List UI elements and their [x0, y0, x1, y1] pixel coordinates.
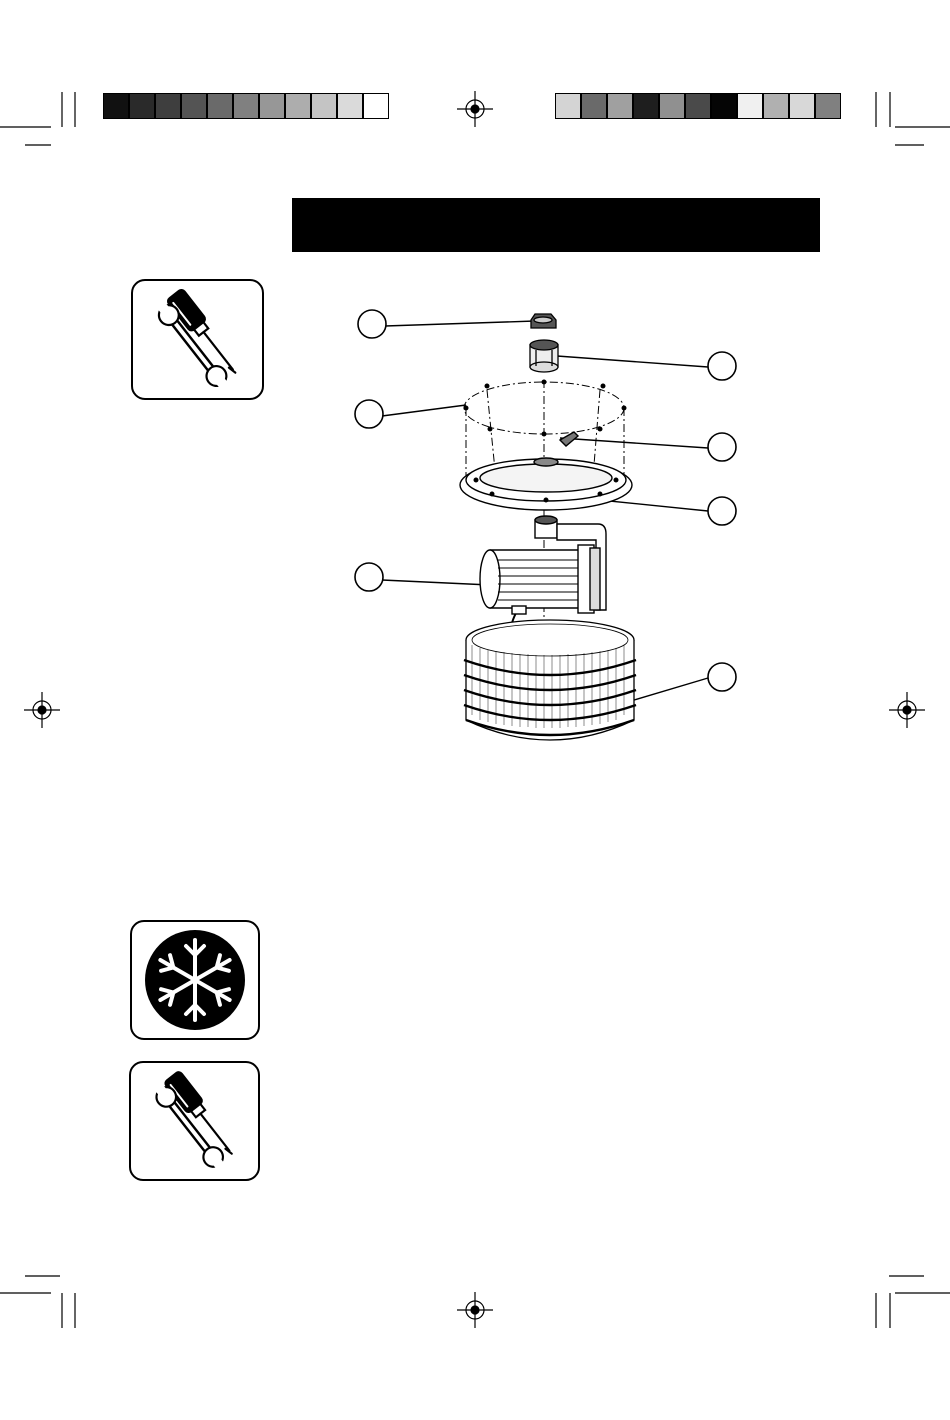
screwdriver-wrench-icon — [133, 281, 262, 398]
color-swatch — [259, 93, 285, 119]
color-swatch — [363, 93, 389, 119]
color-swatch — [659, 93, 685, 119]
color-swatch — [311, 93, 337, 119]
tools-icon-box-top — [131, 279, 264, 400]
section-header-bar — [292, 198, 820, 252]
condenser-coil-part — [464, 620, 636, 740]
callout-circle — [708, 663, 736, 691]
callout-circle — [355, 400, 383, 428]
color-swatch — [815, 93, 841, 119]
grayscale-calibration-bar — [103, 93, 389, 119]
color-swatch — [607, 93, 633, 119]
tools-icon-box-bottom — [129, 1061, 260, 1181]
callout-circle — [708, 497, 736, 525]
exploded-parts-diagram — [300, 290, 770, 760]
bushing-part — [530, 340, 558, 372]
color-swatch — [555, 93, 581, 119]
color-calibration-bar — [555, 93, 841, 119]
snowflake-icon-box — [130, 920, 260, 1040]
color-swatch — [685, 93, 711, 119]
color-swatch — [285, 93, 311, 119]
color-swatch — [789, 93, 815, 119]
color-swatch — [581, 93, 607, 119]
callout-circle — [355, 563, 383, 591]
color-swatch — [207, 93, 233, 119]
motor-mount-plate-part — [460, 432, 632, 510]
fan-nut-part — [531, 314, 556, 328]
callout-circle — [708, 352, 736, 380]
color-swatch — [711, 93, 737, 119]
color-swatch — [233, 93, 259, 119]
color-swatch — [737, 93, 763, 119]
callout-circle — [358, 310, 386, 338]
color-swatch — [763, 93, 789, 119]
color-swatch — [129, 93, 155, 119]
callout-circle — [708, 433, 736, 461]
color-swatch — [181, 93, 207, 119]
screwdriver-wrench-icon — [131, 1063, 258, 1179]
color-swatch — [337, 93, 363, 119]
color-swatch — [633, 93, 659, 119]
snowflake-icon — [132, 922, 258, 1038]
color-swatch — [155, 93, 181, 119]
color-swatch — [103, 93, 129, 119]
